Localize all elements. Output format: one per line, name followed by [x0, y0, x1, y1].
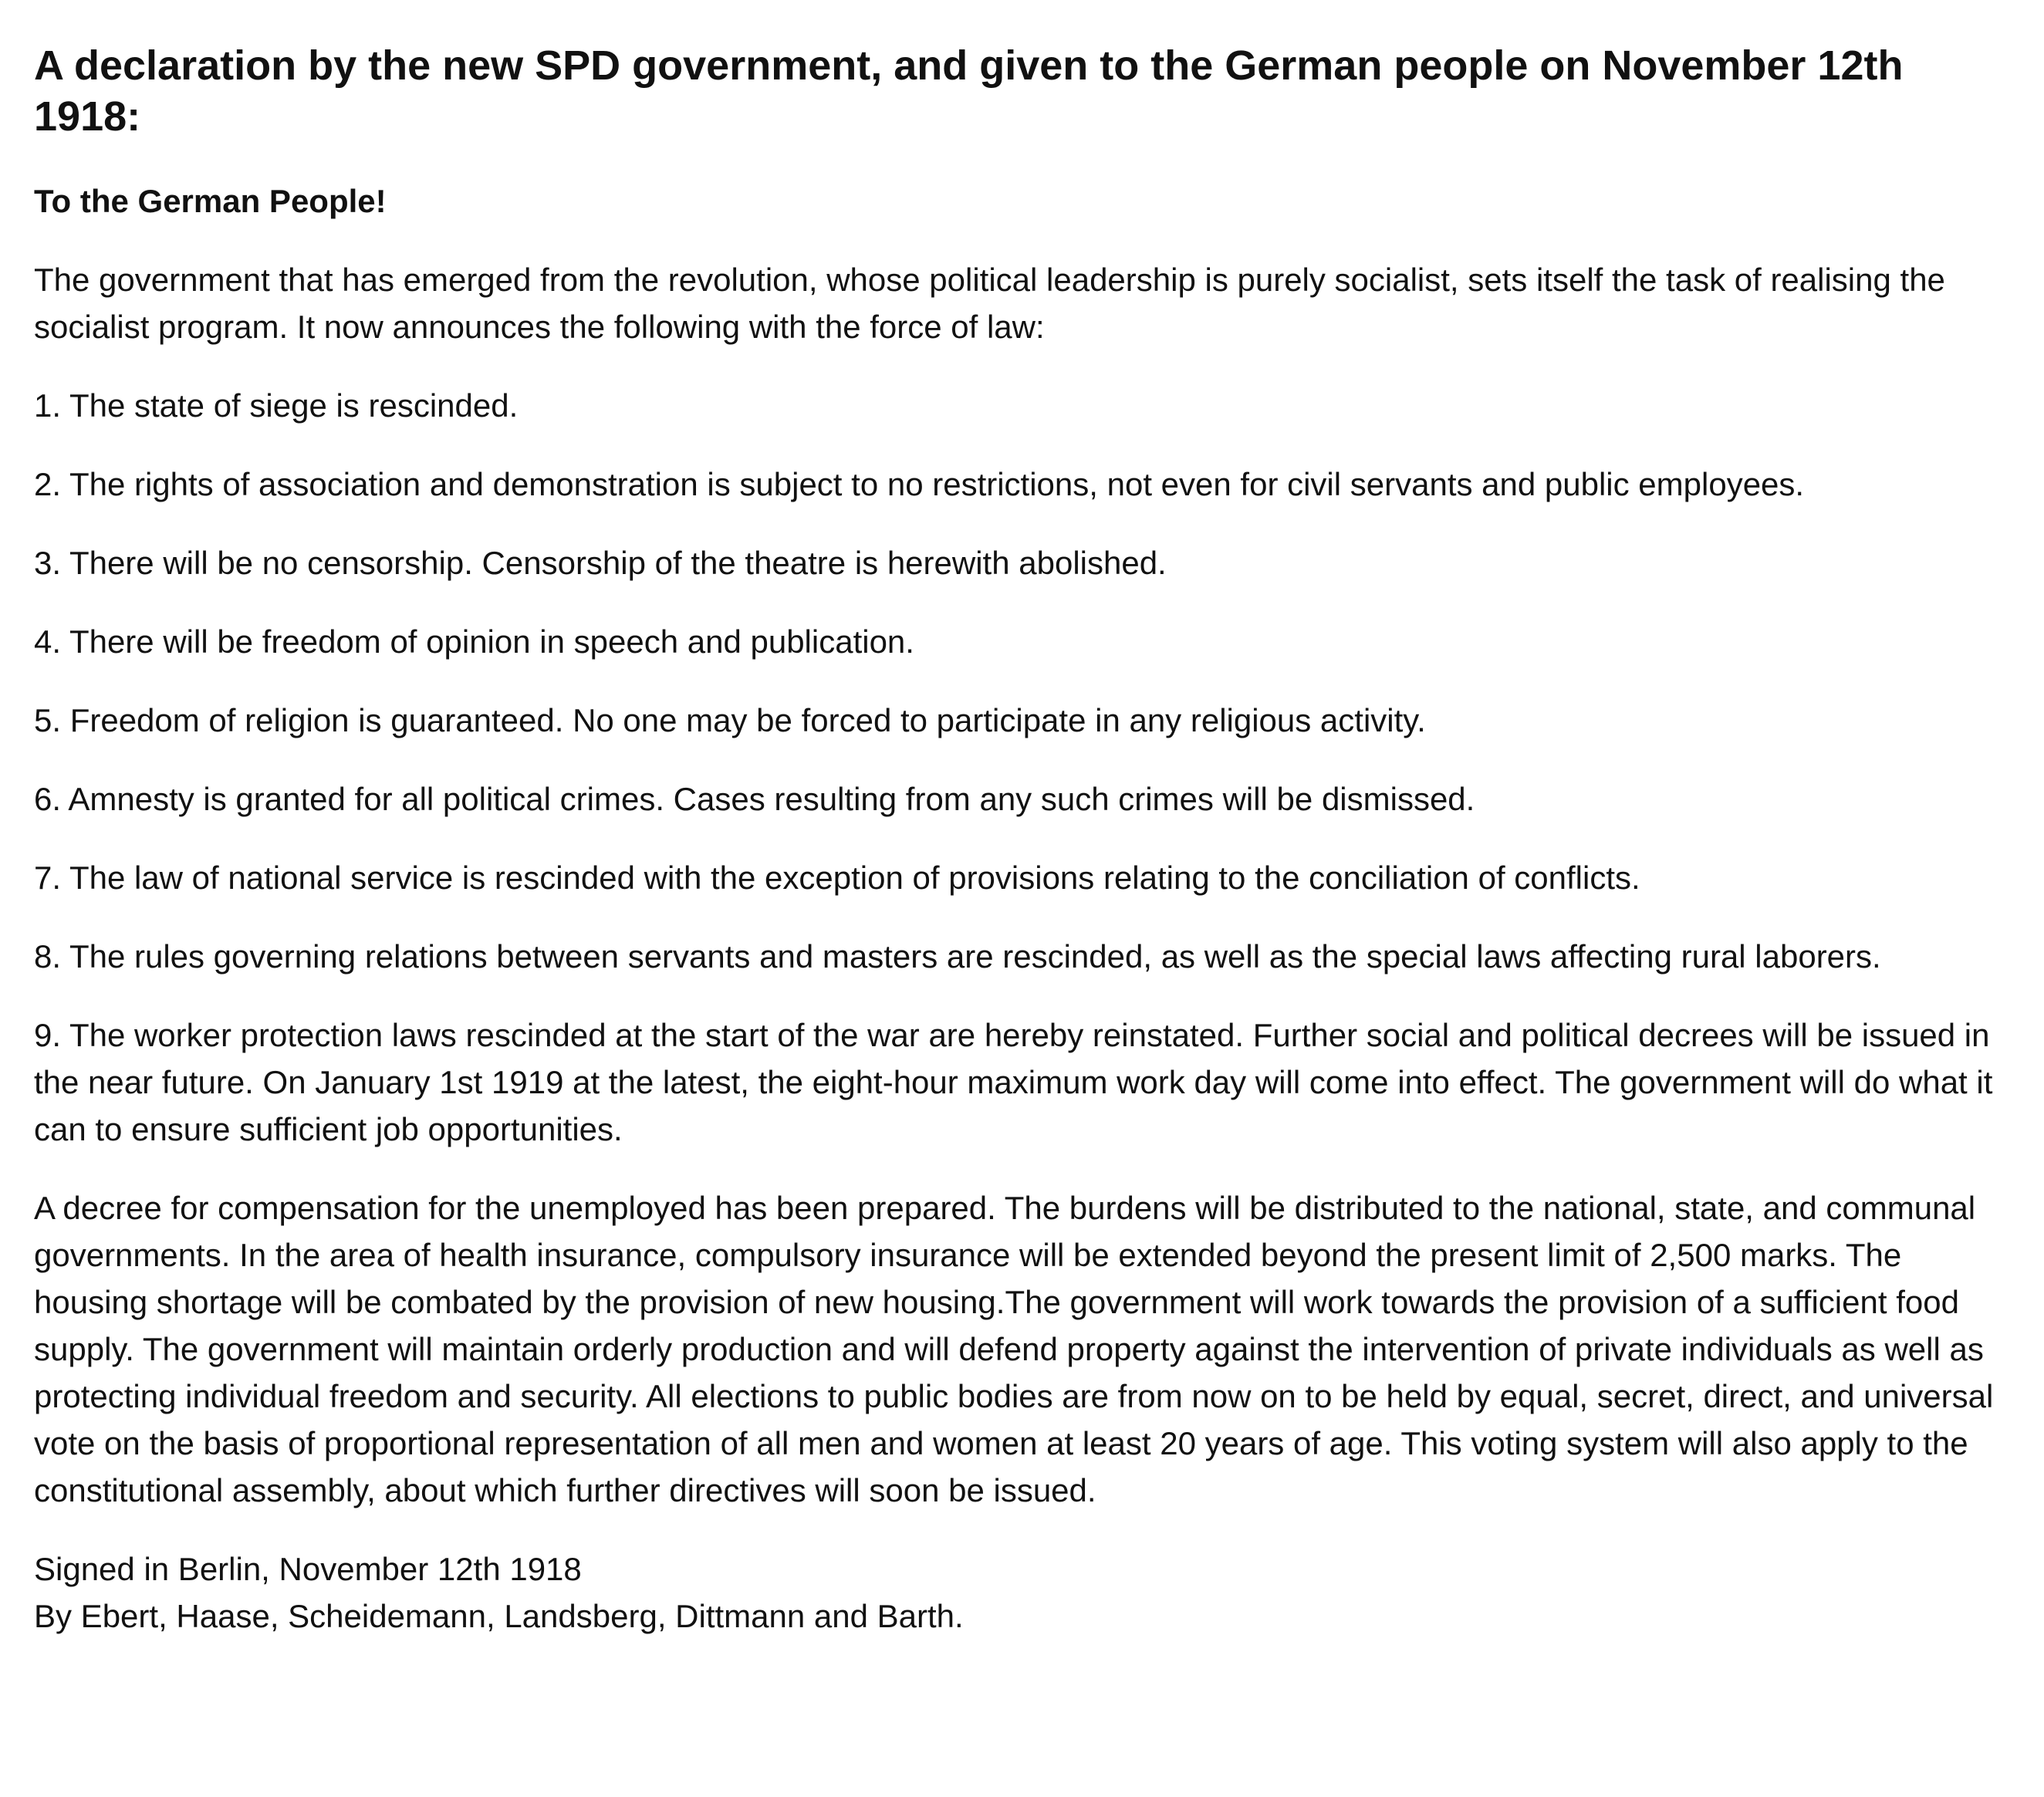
signature-block	[34, 1545, 2009, 1640]
closing-paragraph: A decree for compensation for the unemployed has been prepared. The burdens will be distributed to the national, state, and communal governments. In the area of health insurance, compulsory insurance will be extended beyond the present limit of 2,500 marks. The housing shortage will be combated by the provision of new housing.The government will work towards the provision of a sufficient food supply. The government will maintain orderly production and will defend property against the intervention of private individuals as well as protecting individual freedom and security. All elections to public bodies are from now on to be held by equal, secret, direct, and universal vote on the basis of proportional representation of all men and women at least 20 years of age. This voting system will also apply to the constitutional assembly, about which further directives will soon be issued.	[34, 1190, 1994, 1508]
decree-list	[34, 382, 2009, 1153]
intro-paragraph: The government that has emerged from the revolution, whose political leadership is purely socialist, sets itself the task of realising the socialist program. It now announces the following with the force of law:	[34, 262, 1945, 345]
decree-item-4: 4. There will be freedom of opinion in speech and publication.	[34, 623, 914, 660]
signature-names: By Ebert, Haase, Scheidemann, Landsberg, Dittmann and Barth.	[34, 1598, 964, 1634]
decree-item-3: 3. There will be no censorship. Censorship of the theatre is herewith abolished.	[34, 545, 1167, 581]
decree-item-8: 8. The rules governing relations between servants and masters are rescinded, as well as the special laws affecting rural laborers.	[34, 938, 1881, 975]
decree-item-2: 2. The rights of association and demonstration is subject to no restrictions, not even for civil servants and public employees.	[34, 466, 1805, 502]
document-title: A declaration by the new SPD government, and given to the German people on November 12th 1918:	[34, 42, 1904, 140]
decree-item-9: 9. The worker protection laws rescinded at the start of the war are hereby reinstated. Further social and political decrees will be issued in the near future. On January 1st 1919 at the latest, the eight-hour maximum work day will come into effect. The government will do what it can to ensure sufficient job opportunities.	[34, 1017, 1993, 1147]
signature-place-date: Signed in Berlin, November 12th 1918	[34, 1551, 582, 1587]
salutation: To the German People!	[34, 183, 387, 219]
decree-item-6: 6. Amnesty is granted for all political crimes. Cases resulting from any such crimes will be dismissed.	[34, 781, 1475, 817]
decree-item-1: 1. The state of siege is rescinded.	[34, 387, 519, 424]
decree-item-5: 5. Freedom of religion is guaranteed. No one may be forced to participate in any religious activity.	[34, 702, 1426, 738]
decree-item-7: 7. The law of national service is rescinded with the exception of provisions relating to the conciliation of conflicts.	[34, 860, 1640, 896]
document-page	[34, 40, 2009, 1640]
